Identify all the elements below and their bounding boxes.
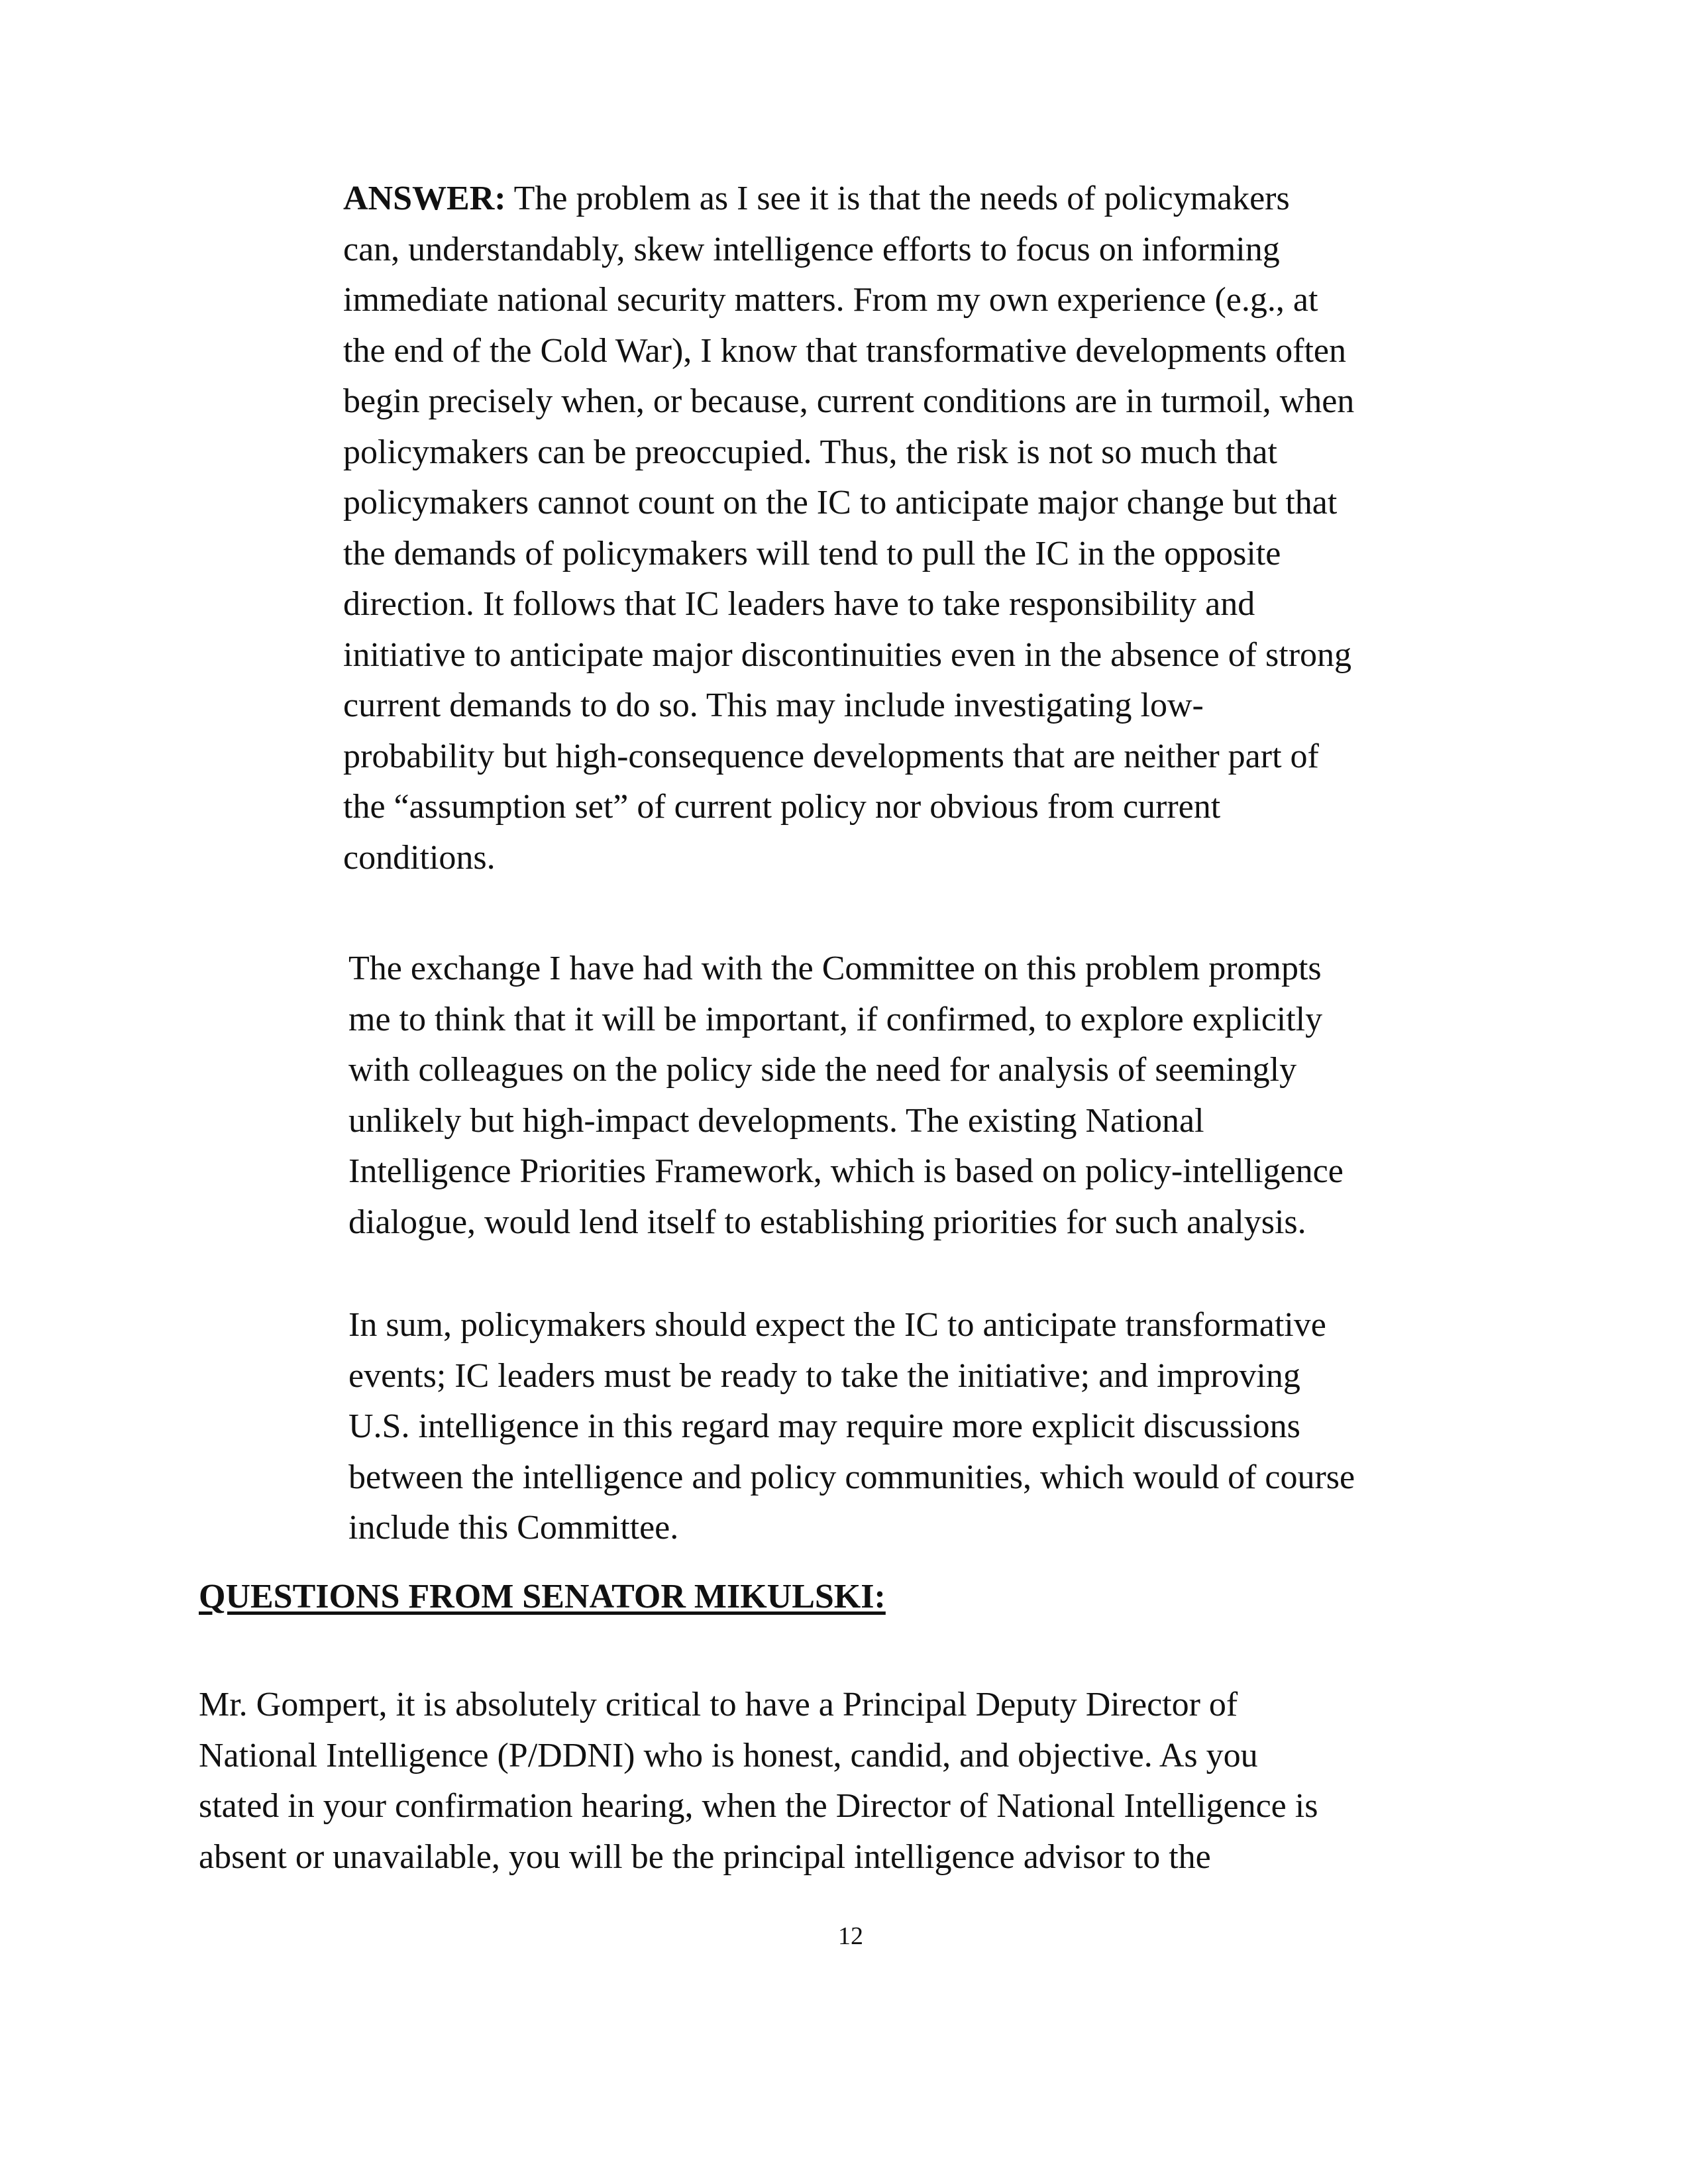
text-line: Mr. Gompert, it is absolutely critical to have a Principal Deputy Director of: [199, 1686, 1238, 1723]
text-line: me to think that it will be important, if confirmed, to explore explicitly: [348, 1000, 1323, 1038]
answer-paragraph-1: [343, 174, 1354, 883]
text-line: [343, 174, 1354, 225]
text-line: U.S. intelligence in this regard may require more explicit discussions: [348, 1407, 1300, 1445]
text-line: current demands to do so. This may include investigating low-: [343, 686, 1204, 724]
answer-paragraph-2: [348, 944, 1344, 1248]
text-line: can, understandably, skew intelligence efforts to focus on informing: [343, 230, 1280, 268]
text-line: immediate national security matters. From my own experience (e.g., at: [343, 281, 1318, 319]
text-line: stated in your confirmation hearing, when the Director of National Intelligence is: [199, 1787, 1318, 1825]
text-line: begin precisely when, or because, current conditions are in turmoil, when: [343, 382, 1355, 420]
text-line: the “assumption set” of current policy nor obvious from current: [343, 788, 1221, 826]
text-line: between the intelligence and policy communities, which would of course: [348, 1458, 1355, 1496]
text-line: the end of the Cold War), I know that transformative developments often: [343, 331, 1346, 370]
text-line: include this Committee.: [348, 1509, 679, 1547]
text-line: initiative to anticipate major discontinuities even in the absence of strong: [343, 635, 1352, 674]
text-line: conditions.: [343, 838, 496, 877]
text-line: policymakers cannot count on the IC to anticipate major change but that: [343, 484, 1338, 521]
text-line: In sum, policymakers should expect the IC to anticipate transformative: [348, 1306, 1326, 1344]
question-paragraph: [199, 1680, 1524, 1883]
question-section: [199, 1680, 1524, 1883]
text-line: probability but high-consequence developments that are neither part of: [343, 737, 1319, 775]
text-line: Intelligence Priorities Framework, which is based on policy-intelligence: [348, 1152, 1344, 1190]
text-line: dialogue, would lend itself to establishing priorities for such analysis.: [348, 1203, 1306, 1241]
text-line: National Intelligence (P/DDNI) who is honest, candid, and objective. As you: [199, 1736, 1258, 1774]
text-line-content: The problem as I see it is that the needs of policymakers: [505, 180, 1290, 217]
page-number: 12: [838, 1922, 863, 1950]
text-line: with colleagues on the policy side the need for analysis of seemingly: [348, 1051, 1297, 1089]
text-line: absent or unavailable, you will be the principal intelligence advisor to the: [199, 1837, 1211, 1876]
section-heading: QUESTIONS FROM SENATOR MIKULSKI:: [199, 1578, 886, 1615]
answer-paragraph-3: [348, 1300, 1355, 1554]
text-line: policymakers can be preoccupied. Thus, the risk is not so much that: [343, 433, 1277, 471]
answer-label: ANSWER:: [343, 180, 506, 217]
text-line: events; IC leaders must be ready to take the initiative; and improving: [348, 1356, 1300, 1395]
text-line: direction. It follows that IC leaders have to take responsibility and: [343, 585, 1255, 623]
text-line: unlikely but high-impact developments. The existing National: [348, 1101, 1204, 1140]
text-line: The exchange I have had with the Committee on this problem prompts: [348, 950, 1322, 987]
text-line: the demands of policymakers will tend to pull the IC in the opposite: [343, 534, 1281, 573]
